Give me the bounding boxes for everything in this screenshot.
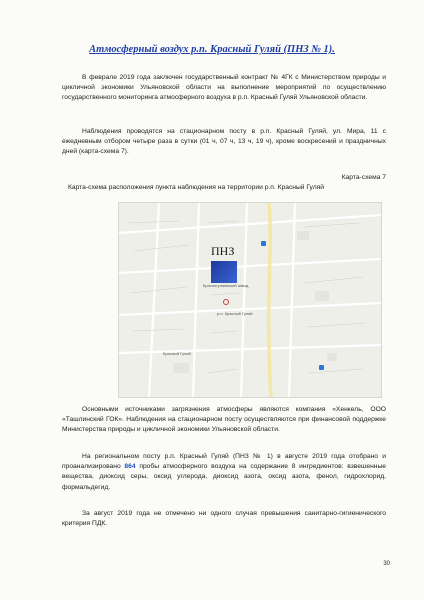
map-roads [119, 203, 381, 397]
paragraph-samples [62, 452, 386, 493]
paragraph-conclusion: За август 2019 года не отмечено ни одного случая превышения санитарно-гигиенического критерия ПДК. [62, 510, 386, 528]
page-number: 30 [383, 561, 390, 567]
map-label-town: Красный Гуляй [163, 351, 191, 356]
paragraph-contract: В феврале 2019 года заключен государственный контракт № 4ГК с Министерством природы и цикличной экономики Ульяновской области на выполнение мероприятий по осуществлению государственного мониторинга атмосферного воздуха в р.п. Красный Гуляй Ульяновской области. [62, 74, 386, 102]
samples-text-after: пробы атмосферного воздуха на содержание 8 ингредиентов: взвешенные вещества, диоксид серы, оксид углерода, диоксид азота, оксид азота, фенол, гидрохлорид, формальдегид. [62, 463, 386, 491]
station-map [118, 202, 382, 398]
samples-text-before: На региональном посту р.п. Красный Гуляй (ПНЗ № 1) в августе 2019 года отобрано и проанализировано [62, 453, 386, 471]
map-label-settlement: р.п. Красный Гуляй [217, 311, 253, 316]
map-pin-icon [223, 299, 229, 305]
map-point-icon [261, 241, 266, 246]
map-number-label: Карта-схема 7 [341, 174, 386, 181]
map-point-icon [319, 365, 324, 370]
station-label: ПНЗ [211, 244, 235, 258]
paragraph-sources: Основными источниками загрязнения атмосферы являются компания «Хенкель, ООО «Ташлинский ГОК». Наблюдения на стационарном посту осуществляются при финансовой поддержке Министерства природы и цикличной экономики Ульяновской области. [62, 406, 386, 434]
map-caption: Карта-схема расположения пункта наблюдения на территории р.п. Красный Гуляй [68, 184, 325, 191]
document-title: Атмосферный воздух р.п. Красный Гуляй (ПНЗ № 1). [89, 44, 335, 55]
paragraph-observations: Наблюдения проводятся на стационарном посту в р.п. Красный Гуляй, ул. Мира, 11 с ежедневным отбором четыре раза в сутки (01 ч, 07 ч, 13 ч, 19 ч), кроме воскресений и праздничных дней (карта-схема 7). [62, 128, 386, 156]
map-label-plant: Красногуляевский завод [203, 283, 249, 288]
samples-count: 864 [124, 463, 136, 471]
station-marker-icon [211, 261, 237, 283]
